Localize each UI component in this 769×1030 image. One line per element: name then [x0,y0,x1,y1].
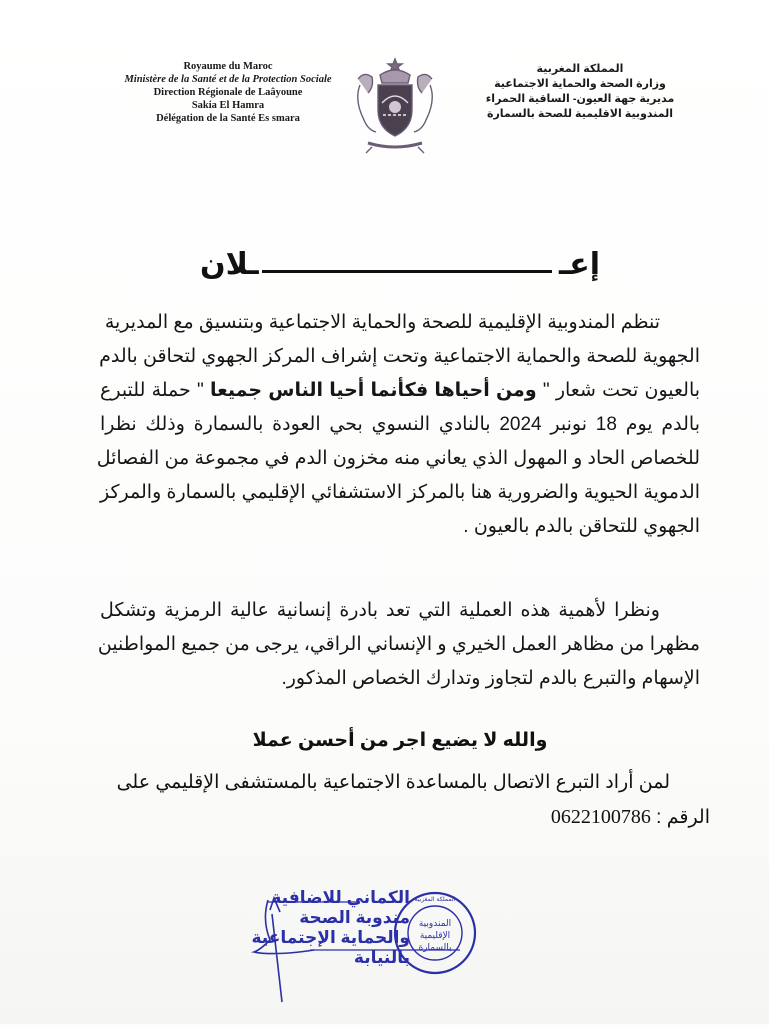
paragraph-announcement [96,306,701,544]
seal-center-2: الإقليمية [419,931,451,941]
phone-label: الرقم : [656,807,710,828]
header-arabic [470,62,690,122]
contact-info [100,766,710,835]
title-start: إعـ [558,248,600,281]
header-fr-region: Sakia El Hamra [191,100,265,111]
campaign-slogan: ومن أحياها فكأنما أحيا الناس جميعا [209,380,537,401]
contact-phone-row [100,800,710,835]
seal-center-1: المندوبية [418,919,452,929]
stamp-line-3: والحماية الإجتماعية [251,928,410,947]
stamp-line-2: مندوبة الصحة [299,908,410,927]
stamp-line-1: الكماني للاضافية [271,888,410,907]
seal-center-3: بالسمارة [418,943,452,953]
p1-line-3 [100,374,700,408]
header-ar-ministry: وزارة الصحة والحماية الاجتماعية [494,78,666,90]
coat-of-arms-icon [350,55,440,155]
header-ar-kingdom: المملكة المغربية [536,63,624,75]
paragraph-appeal [97,594,700,696]
phone-number[interactable]: 0622100786 [550,806,651,828]
stamp-line-4: بالنيابة [353,948,410,967]
announcement-title [200,248,600,288]
header-french [92,60,364,125]
p1-line-4-date: بالدم يوم 18 نونبر 2024 بالنادي النسوي بحي العودة بالسمارة وذلك نظرا [100,414,700,435]
p2-line-2: مظهرا من مظاهر العمل الخيري و الإنساني الراقي، يرجى من جميع المواطنين [97,634,700,655]
p2-line-3: الإسهام والتبرع بالدم لتجاوز وتدارك الخصاص المذكور. [281,668,700,689]
p1-line-2: الجهوية للصحة والحماية الاجتماعية وتحت إشراف المركز الجهوي لتحاقن بالدم [99,346,700,367]
header-ar-delegation: المندوبية الاقليمية للصحة بالسمارة [486,108,674,120]
contact-line: لمن أراد التبرع الاتصال بالمساعدة الاجتماعية بالمستشفى الإقليمي على [116,772,670,793]
p2-line-1: ونظرا لأهمية هذه العملية التي تعد بادرة إنسانية عالية الرمزية وتشكل [100,600,660,621]
p1-line-1: تنظم المندوبية الإقليمية للصحة والحماية الاجتماعية وبتنسيق مع المديرية [104,312,660,333]
header-fr-kingdom: Royaume du Maroc [183,61,273,72]
p1-line-5: للخصاص الحاد و المهول الذي يعاني منه مخزون الدم في مجموعة من الفصائل [96,448,700,469]
signature-icon [250,880,490,1030]
p1-slogan-prefix: بالعيون تحت شعار " [542,380,701,401]
p1-line-7: الجهوي للتحاقن بالدم بالعيون . [463,516,700,537]
closing-phrase: والله لا يضيع اجر من أحسن عملا [252,730,548,751]
title-kashida-line [262,270,552,273]
header-fr-direction: Direction Régionale de Laâyoune [153,87,303,98]
header-fr-delegation: Délégation de la Santé Es smara [156,113,300,124]
header-ar-direction: مديرية جهة العيون- الساقية الحمراء [485,93,675,105]
seal-ring-text: المملكة المغربية [414,896,456,903]
header-fr-ministry: Ministère de la Santé et de la Protection Sociale [124,74,332,85]
p1-line-6: الدموية الحيوية والضرورية هنا بالمركز الاستشفائي الإقليمي بالسمارة والمركز [100,482,700,503]
stamp-signature [250,880,490,1030]
p1-slogan-suffix: " حملة للتبرع [100,380,204,401]
title-end: ـلان [200,248,259,281]
